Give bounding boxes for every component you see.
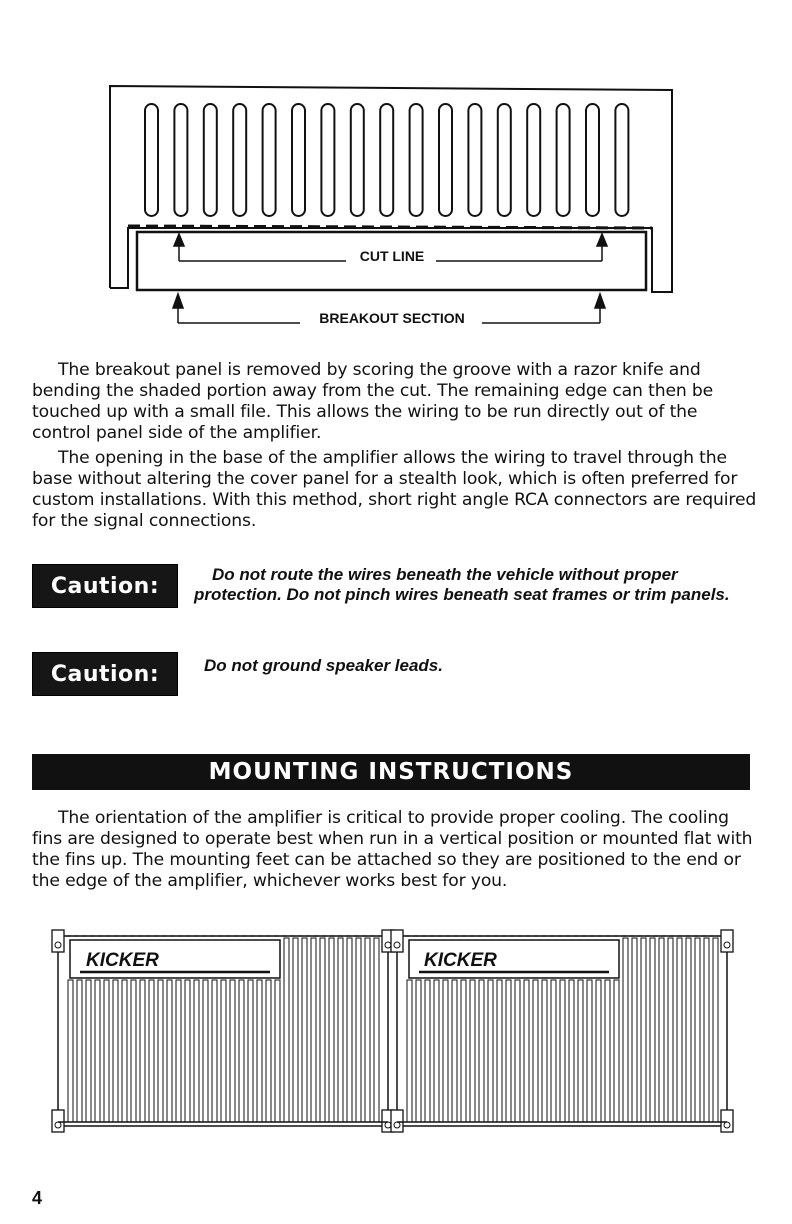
cooling-slot — [615, 104, 628, 216]
cooling-fin — [239, 980, 244, 1122]
cooling-fin — [659, 938, 664, 1122]
cooling-fin — [587, 980, 592, 1122]
brand-logo-left: KICKER — [86, 950, 159, 971]
cooling-fin — [461, 980, 466, 1122]
mounting-foot — [721, 930, 733, 952]
cooling-fin — [632, 938, 637, 1122]
cooling-fin — [284, 938, 289, 1122]
cooling-fin — [605, 980, 610, 1122]
cooling-slot — [586, 104, 599, 216]
mounting-foot — [52, 930, 64, 952]
cooling-fin — [677, 938, 682, 1122]
caution-text-ground: Do not ground speaker leads. — [204, 656, 443, 675]
cooling-fin — [569, 980, 574, 1122]
cooling-fin — [104, 980, 109, 1122]
cooling-slot — [204, 104, 217, 216]
cooling-fin — [275, 980, 280, 1122]
cooling-fin — [443, 980, 448, 1122]
cooling-fin — [488, 980, 493, 1122]
cooling-fin — [302, 938, 307, 1122]
cooling-fin — [257, 980, 262, 1122]
cooling-fin — [176, 980, 181, 1122]
cooling-fin — [497, 980, 502, 1122]
cooling-slot — [557, 104, 570, 216]
cooling-fin — [293, 938, 298, 1122]
mounting-foot — [721, 1110, 733, 1132]
cooling-fin — [434, 980, 439, 1122]
cooling-fin — [68, 980, 73, 1122]
cooling-fin — [320, 938, 325, 1122]
cooling-slot — [380, 104, 393, 216]
mounting-foot — [52, 1110, 64, 1132]
cooling-fin — [203, 980, 208, 1122]
cooling-fin — [425, 980, 430, 1122]
cooling-fin — [713, 938, 718, 1122]
cut-line-label: CUT LINE — [359, 248, 425, 264]
cooling-fin — [266, 980, 271, 1122]
caution-badge: Caution: — [32, 564, 178, 608]
cooling-fin — [158, 980, 163, 1122]
mounting-foot — [391, 930, 403, 952]
cooling-fin — [416, 980, 421, 1122]
cooling-fin — [407, 980, 412, 1122]
cooling-fin — [131, 980, 136, 1122]
cooling-slot — [321, 104, 334, 216]
caution-badge: Caution: — [32, 652, 178, 696]
cooling-fin — [668, 938, 673, 1122]
cooling-fin — [641, 938, 646, 1122]
cooling-slot — [174, 104, 187, 216]
cooling-fin — [122, 980, 127, 1122]
mounting-paragraph: The orientation of the amplifier is critical to provide proper cooling. The cooling fins are designed to operate best when run in a vertical position or mounted flat with the fins up. The mounting feet can be attached so they are positioned to the end or the edge of the amplifier, whichever works best for you. — [32, 808, 753, 891]
cooling-fin — [221, 980, 226, 1122]
cooling-fin — [533, 980, 538, 1122]
breakout-section-label: BREAKOUT SECTION — [319, 310, 465, 326]
cooling-fin — [596, 980, 601, 1122]
cooling-fin — [212, 980, 217, 1122]
cooling-fin — [524, 980, 529, 1122]
cooling-slots — [145, 104, 628, 216]
cooling-slot — [233, 104, 246, 216]
cooling-fin — [95, 980, 100, 1122]
cooling-fin — [149, 980, 154, 1122]
amplifiers-figure — [0, 920, 792, 1140]
cooling-slot — [439, 104, 452, 216]
cooling-fin — [542, 980, 547, 1122]
cooling-fin — [356, 938, 361, 1122]
cooling-fin — [695, 938, 700, 1122]
cooling-fin — [506, 980, 511, 1122]
cooling-slot — [410, 104, 423, 216]
cooling-fin — [230, 980, 235, 1122]
cooling-fin — [650, 938, 655, 1122]
mounting-foot — [391, 1110, 403, 1132]
cooling-fin — [329, 938, 334, 1122]
cooling-fin — [311, 938, 316, 1122]
cooling-fin — [365, 938, 370, 1122]
cooling-fin — [614, 980, 619, 1122]
cooling-fin — [347, 938, 352, 1122]
cooling-fin — [686, 938, 691, 1122]
brand-logo-right: KICKER — [424, 950, 497, 971]
caution-text-wires: Do not route the wires beneath the vehicle without proper protection. Do not pinch wires beneath seat frames or trim panels. — [194, 565, 730, 604]
cooling-fin — [77, 980, 82, 1122]
cooling-fin — [113, 980, 118, 1122]
cooling-fin — [452, 980, 457, 1122]
cooling-slot — [263, 104, 276, 216]
cooling-slot — [468, 104, 481, 216]
opening-paragraph: The opening in the base of the amplifier allows the wiring to travel through the base without altering the cover panel for a stealth look, which is often preferred for custom installations. With this method, short right angle RCA connectors are required for the signal connections. — [32, 448, 757, 531]
cooling-fin — [578, 980, 583, 1122]
cooling-slot — [145, 104, 158, 216]
cooling-slot — [292, 104, 305, 216]
cooling-fin — [194, 980, 199, 1122]
cooling-fin — [167, 980, 172, 1122]
cooling-fin — [479, 980, 484, 1122]
breakout-diagram — [0, 0, 792, 340]
cooling-fin — [470, 980, 475, 1122]
cooling-fin — [248, 980, 253, 1122]
section-title-banner: MOUNTING INSTRUCTIONS — [32, 754, 750, 790]
cooling-fin — [560, 980, 565, 1122]
cooling-slot — [527, 104, 540, 216]
cooling-fin — [185, 980, 190, 1122]
cooling-fin — [515, 980, 520, 1122]
cooling-slot — [351, 104, 364, 216]
cooling-fin — [623, 938, 628, 1122]
cooling-fin — [551, 980, 556, 1122]
page-number: 4 — [32, 1188, 43, 1208]
cooling-fin — [338, 938, 343, 1122]
cooling-fin — [704, 938, 709, 1122]
cooling-fin — [86, 980, 91, 1122]
cooling-fin — [374, 938, 379, 1122]
breakout-paragraph: The breakout panel is removed by scoring the groove with a razor knife and bending the shaded portion away from the cut. The remaining edge can then be touched up with a small file. This allows the wiring to be run directly out of the control panel side of the amplifier. — [32, 360, 714, 443]
cooling-fin — [140, 980, 145, 1122]
cooling-slot — [498, 104, 511, 216]
